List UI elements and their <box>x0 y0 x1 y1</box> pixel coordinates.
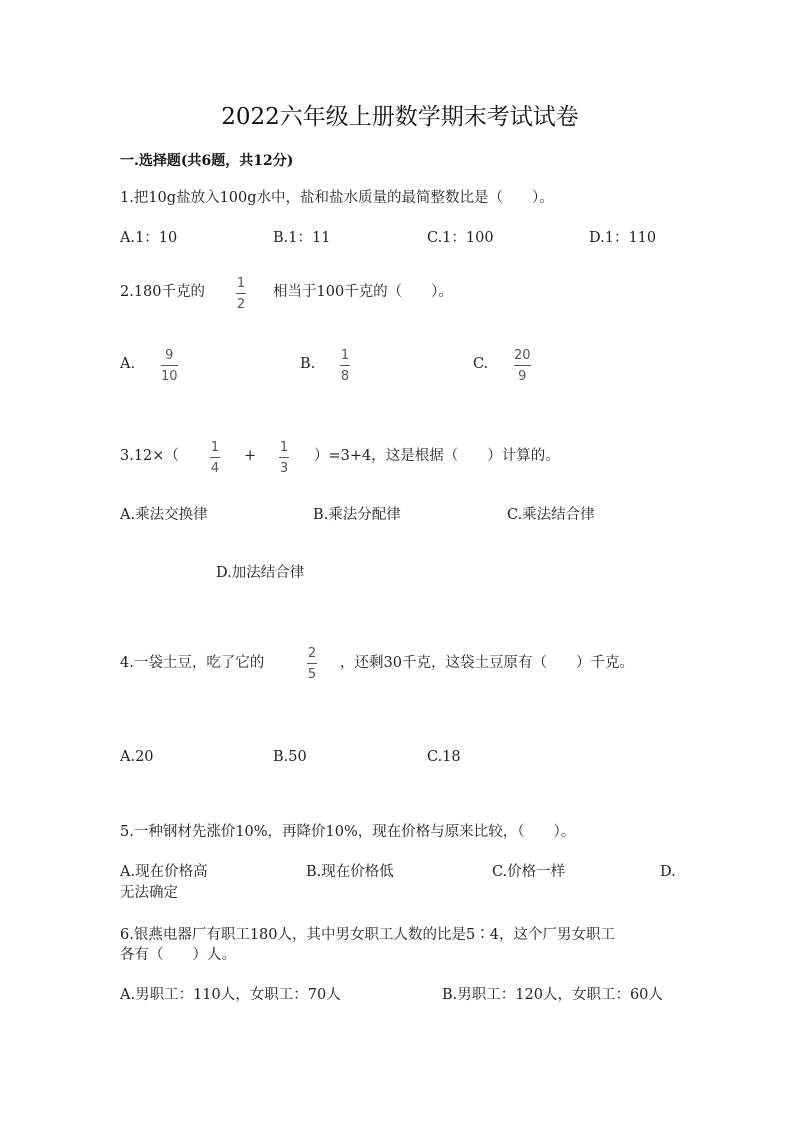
question-1-option-d: D.1：110 <box>589 230 657 246</box>
question-4-prefix: 4.一袋土豆，吃了它的 <box>120 655 265 671</box>
question-4-suffix: ，还剩30千克，这袋土豆原有（ ）千克。 <box>340 655 634 671</box>
question-1-option-b: B.1：11 <box>273 230 331 246</box>
question-2-option-a-label: A. <box>120 356 136 372</box>
question-2-prefix: 2.180千克的 <box>120 284 206 300</box>
question-5-stem: 5.一种钢材先涨价10%，再降价10%，现在价格与原来比较，（ ）。 <box>120 824 576 840</box>
question-2-option-b-label: B. <box>300 356 316 372</box>
fraction-numerator: 1 <box>340 348 350 363</box>
fraction-numerator: 9 <box>165 348 174 363</box>
fraction-denominator: 9 <box>518 369 527 384</box>
question-2-fraction <box>236 276 246 312</box>
question-6-option-a: A.男职工：110人，女职工：70人 <box>120 987 341 1003</box>
fraction-denominator: 3 <box>279 461 289 476</box>
question-3-option-b: B.乘法分配律 <box>313 507 401 523</box>
question-4-option-b: B.50 <box>273 749 307 765</box>
question-4-fraction <box>307 646 317 682</box>
question-3-option-c: C.乘法结合律 <box>507 507 595 523</box>
question-1-option-c: C.1：100 <box>427 230 494 246</box>
question-5-option-b: B.现在价格低 <box>306 864 394 880</box>
question-5-option-c: C.价格一样 <box>492 864 566 880</box>
question-6-stem-line-1: 6.银燕电器厂有职工180人，其中男女职工人数的比是5∶4，这个厂男女职工 <box>120 927 615 943</box>
question-6-stem-line-2: 各有（ ）人。 <box>120 947 236 963</box>
question-1-option-a: A.1：10 <box>120 230 178 246</box>
question-2-option-c-label: C. <box>473 356 489 372</box>
fraction-numerator: 1 <box>236 276 246 291</box>
page-title: 2022六年级上册数学期末考试试卷 <box>221 104 579 130</box>
fraction-denominator: 10 <box>161 369 178 384</box>
question-2-option-b-fraction <box>340 348 350 384</box>
question-3-suffix: ）=3+4，这是根据（ ）计算的。 <box>314 448 560 464</box>
fraction-bar <box>236 293 246 294</box>
question-4-option-c: C.18 <box>427 749 461 765</box>
fraction-denominator: 4 <box>210 461 220 476</box>
fraction-bar <box>307 663 317 664</box>
question-5-option-a: A.现在价格高 <box>120 864 208 880</box>
question-1-stem: 1.把10g盐放入100g水中，盐和盐水质量的最简整数比是（ ）。 <box>120 190 554 206</box>
fraction-bar <box>161 365 178 366</box>
question-2-option-a-fraction <box>161 348 178 384</box>
fraction-numerator: 2 <box>307 646 317 661</box>
fraction-bar <box>340 365 350 366</box>
fraction-bar <box>210 457 220 458</box>
question-4-option-a: A.20 <box>120 749 154 765</box>
question-5-option-d-text: 无法确定 <box>120 885 178 901</box>
question-2-suffix: 相当于100千克的（ ）。 <box>273 284 453 300</box>
question-6-option-b: B.男职工：120人，女职工：60人 <box>442 987 663 1003</box>
fraction-denominator: 8 <box>340 369 350 384</box>
fraction-denominator: 5 <box>307 667 317 682</box>
section-heading: 一.选择题(共6题，共12分) <box>120 153 294 169</box>
fraction-bar <box>279 457 289 458</box>
question-3-option-d: D.加法结合律 <box>216 565 305 581</box>
question-3-fraction-2 <box>279 440 289 476</box>
question-3-prefix: 3.12×（ <box>120 448 179 464</box>
fraction-numerator: 1 <box>279 440 289 455</box>
fraction-numerator: 1 <box>210 440 220 455</box>
question-5-option-d: D. <box>660 864 676 880</box>
question-3-plus: + <box>244 448 257 464</box>
fraction-denominator: 2 <box>236 297 246 312</box>
fraction-bar <box>514 365 531 366</box>
fraction-numerator: 20 <box>514 348 531 363</box>
question-3-fraction-1 <box>210 440 220 476</box>
question-3-option-a: A.乘法交换律 <box>120 507 208 523</box>
question-2-option-c-fraction <box>514 348 531 384</box>
